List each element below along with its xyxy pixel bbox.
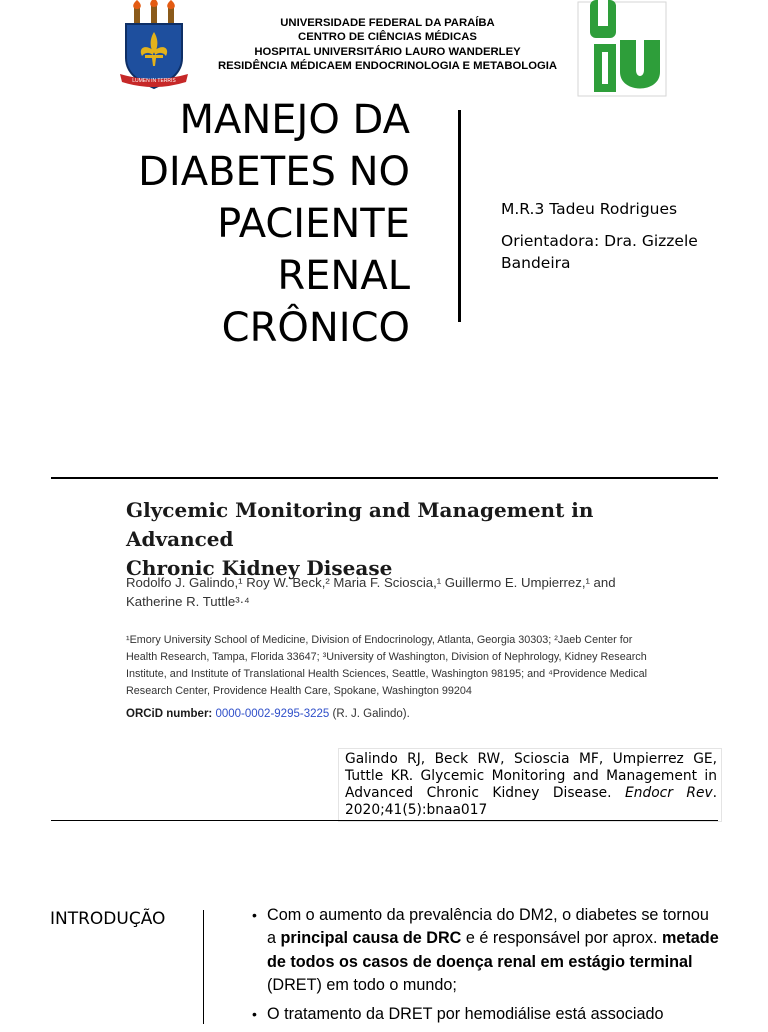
affiliation-line: Institute, and Institute of Translational Health Sciences, Seattle, Washington 98195; and ⁴Providence Medical [126, 668, 647, 680]
paper-top-rule [51, 477, 718, 479]
citation-text: Galindo RJ, Beck RW, Scioscia MF, Umpierrez GE, Tuttle KR. Glycemic Monitoring and Management in Advanced Chronic Kidney Disease. [345, 751, 717, 801]
crest-motto: LUMEN IN TERRIS [132, 78, 176, 84]
paper-authors [126, 573, 686, 611]
paper-orcid [126, 708, 410, 720]
affiliation-line: Health Research, Tampa, Florida 33647; ³University of Washington, Division of Nephrology, Kidney Research [126, 651, 647, 663]
title-line: CRÔNICO [221, 305, 410, 351]
authors-line: Katherine R. Tuttle³·⁴ [126, 594, 250, 609]
title-line: DIABETES NO [138, 149, 410, 195]
ufpb-crest-logo [112, 0, 196, 92]
bullet-item [252, 1003, 722, 1026]
bullet-icon: • [252, 907, 257, 923]
citation-journal: Endocr Rev [625, 785, 713, 801]
institution-header [205, 16, 570, 74]
bullet-emphasis: principal causa de DRC [280, 929, 462, 948]
torch-icon [167, 0, 175, 26]
institution-line: UNIVERSIDADE FEDERAL DA PARAÍBA [280, 17, 495, 29]
institution-line: CENTRO DE CIÊNCIAS MÉDICAS [298, 31, 477, 44]
affiliation-line: Research Center, Providence Health Care, Spokane, Washington 99204 [126, 685, 472, 697]
bullet-text: O tratamento da DRET por hemodiálise está associado [267, 1005, 664, 1024]
paper-title-line: Glycemic Monitoring and Management in Advanced [126, 498, 594, 551]
presenter-name: M.R.3 Tadeu Rodrigues [501, 200, 678, 218]
title-line: PACIENTE [217, 201, 410, 247]
orcid-suffix: (R. J. Galindo). [332, 708, 410, 720]
advisor-name: Orientadora: Dra. Gizzele Bandeira [501, 232, 698, 272]
title-line: RENAL [277, 253, 410, 299]
affiliation-line: ¹Emory University School of Medicine, Division of Endocrinology, Atlanta, Georgia 30303; ²Jaeb Center for [126, 634, 633, 646]
paper-title-line: Chronic Kidney Disease [126, 556, 393, 580]
bullet-emphasis: metade de todos os casos de doença renal em estágio terminal [267, 929, 719, 971]
orcid-link[interactable]: 0000-0002-9295-3225 [215, 708, 330, 720]
paper-bottom-rule [51, 820, 718, 821]
bullet-text: Com o aumento da prevalência do DM2, o diabetes se tornou a [267, 906, 709, 948]
bullet-item [252, 904, 722, 997]
institution-line: HOSPITAL UNIVERSITÁRIO LAURO WANDERLEY [254, 45, 521, 58]
bullet-text: e é responsável por aprox. [461, 929, 663, 948]
orcid-label: ORCiD number: [126, 708, 213, 720]
title-divider [458, 110, 461, 322]
bullet-text: (DRET) em todo o mundo; [267, 975, 457, 994]
authors-line: Rodolfo J. Galindo,¹ Roy W. Beck,² Maria F. Scioscia,¹ Guillermo E. Umpierrez,¹ and [126, 575, 616, 590]
torch-icon [150, 0, 158, 26]
citation-details: . 2020;41(5):bnaa017 [345, 785, 718, 818]
title-line: MANEJO DA [179, 97, 410, 143]
introduction-divider [203, 910, 204, 1024]
presentation-title [60, 94, 410, 354]
introduction-heading: INTRODUÇÃO [50, 909, 166, 929]
paper-affiliations [126, 632, 686, 700]
hospital-logo [572, 0, 670, 98]
paper-title [126, 496, 706, 583]
bullet-icon: • [252, 1006, 257, 1023]
torch-icon [133, 0, 141, 26]
introduction-bullets [252, 904, 722, 1032]
citation-box [338, 748, 722, 822]
institution-line: RESIDÊNCIA MÉDICAEM ENDOCRINOLOGIA E METABOLOGIA [217, 60, 558, 73]
